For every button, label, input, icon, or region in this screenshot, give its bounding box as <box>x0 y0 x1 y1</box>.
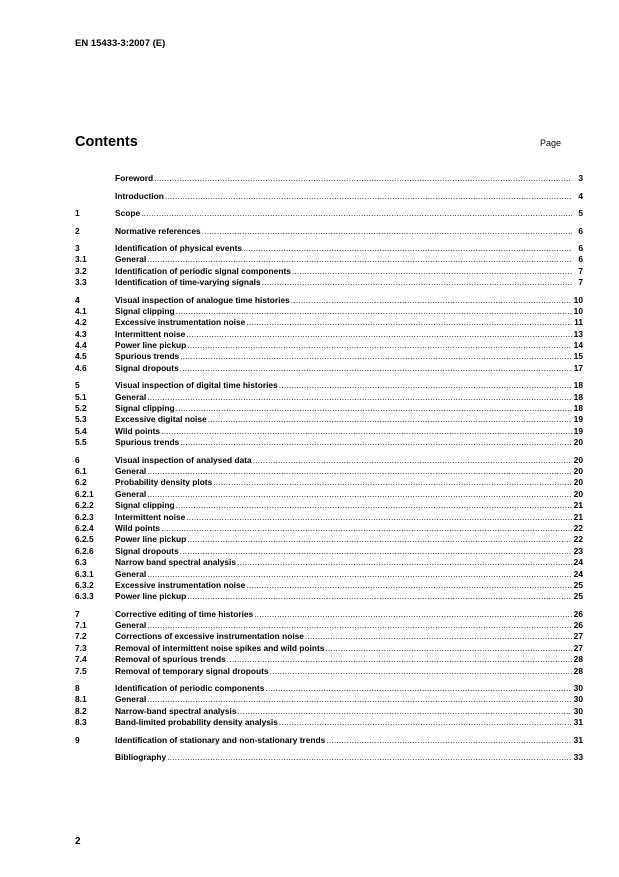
toc-leader-dots <box>180 437 572 447</box>
document-header: EN 15433-3:2007 (E) <box>75 38 166 49</box>
toc-entry[interactable] <box>75 293 583 304</box>
toc-entry-number: 4.6 <box>75 362 87 373</box>
toc-entry-title: Corrections of excessive instrumentation noise <box>115 631 304 642</box>
toc-entry-title: Spurious trends <box>115 437 180 448</box>
toc-entry-page: 5 <box>578 208 583 219</box>
toc-entry[interactable] <box>75 499 583 510</box>
toc-leader-dots <box>246 580 572 590</box>
toc-leader-dots <box>262 277 572 287</box>
toc-entry[interactable] <box>75 693 583 704</box>
toc-entry-title: Signal clipping <box>115 403 175 414</box>
toc-entry-title: Bibliography <box>115 751 167 762</box>
toc-entry-number: 8 <box>75 683 80 694</box>
toc-entry[interactable] <box>75 413 583 424</box>
toc-entry-number: 4.1 <box>75 305 87 316</box>
toc-leader-dots <box>237 706 572 716</box>
toc-entry-number: 7.4 <box>75 654 87 665</box>
toc-leader-dots <box>292 266 572 276</box>
page-column-label: Page <box>540 138 562 148</box>
toc-entry-page: 20 <box>573 437 583 448</box>
toc-entry-number: 6.2.6 <box>75 545 94 556</box>
toc-entry-page: 18 <box>573 403 583 414</box>
toc-leader-dots <box>237 557 572 567</box>
toc-leader-dots <box>208 414 572 424</box>
toc-entry-page: 19 <box>573 425 583 436</box>
toc-entry-page: 21 <box>573 511 583 522</box>
toc-entry-number: 6.2.5 <box>75 534 94 545</box>
toc-entry-title: Identification of time-varying signals <box>115 277 261 288</box>
toc-entry[interactable] <box>75 424 583 435</box>
toc-entry-number: 6.1 <box>75 465 87 476</box>
toc-entry-page: 7 <box>578 277 583 288</box>
toc-entry[interactable] <box>75 533 583 544</box>
toc-entry-title: Visual inspection of digital time histories <box>115 380 278 391</box>
toc-entry-page: 28 <box>573 654 583 665</box>
toc-entry-number: 6 <box>75 454 80 465</box>
toc-entry-page: 27 <box>573 642 583 653</box>
toc-entry-title: Excessive instrumentation noise <box>115 579 246 590</box>
toc-entry-title: Narrow-band spectral analysis <box>115 705 237 716</box>
page-title: Contents <box>75 134 138 150</box>
toc-entry-title: Intermittent noise <box>115 511 186 522</box>
toc-entry-number: 5 <box>75 380 80 391</box>
toc-entry[interactable] <box>75 487 583 498</box>
toc-entry-title: Excessive digital noise <box>115 414 207 425</box>
toc-entry-title: General <box>115 391 147 402</box>
toc-entry[interactable] <box>75 567 583 578</box>
toc-entry-page: 4 <box>578 190 583 201</box>
toc-entry[interactable] <box>75 619 583 630</box>
toc-entry-title: General <box>115 568 147 579</box>
toc-entry-number: 5.4 <box>75 425 87 436</box>
toc-leader-dots <box>243 243 572 253</box>
toc-leader-dots <box>253 455 572 465</box>
toc-entry-title: General <box>115 620 147 631</box>
toc-entry[interactable] <box>75 476 583 487</box>
toc-entry-page: 21 <box>573 500 583 511</box>
toc-leader-dots <box>325 643 572 653</box>
toc-entry-title: General <box>115 488 147 499</box>
toc-leader-dots <box>147 620 572 630</box>
toc-entry[interactable] <box>75 510 583 521</box>
toc-entry-number: 1 <box>75 208 80 219</box>
toc-entry-number: 6.3.1 <box>75 568 94 579</box>
toc-leader-dots <box>180 351 572 361</box>
toc-entry-number: 3.3 <box>75 277 87 288</box>
toc-entry-title: Removal of spurious trends <box>115 654 226 665</box>
toc-entry-page: 27 <box>573 631 583 642</box>
toc-entry[interactable] <box>75 607 583 618</box>
toc-entry-number: 4.5 <box>75 351 87 362</box>
toc-entry[interactable] <box>75 682 583 693</box>
toc-entry-title: Signal clipping <box>115 500 175 511</box>
toc-entry[interactable] <box>75 224 583 235</box>
toc-leader-dots <box>279 380 572 390</box>
toc-entry-title: Power line pickup <box>115 340 187 351</box>
toc-leader-dots <box>147 569 572 579</box>
toc-entry-number: 7.5 <box>75 665 87 676</box>
toc-entry-page: 24 <box>573 557 583 568</box>
toc-entry[interactable] <box>75 751 583 762</box>
toc-entry-page: 20 <box>573 454 583 465</box>
toc-entry-page: 30 <box>573 694 583 705</box>
toc-entry[interactable] <box>75 253 583 264</box>
toc-leader-dots <box>180 546 572 556</box>
toc-entry-page: 6 <box>578 254 583 265</box>
toc-entry[interactable] <box>75 704 583 715</box>
toc-entry-title: Corrective editing of time histories <box>115 608 254 619</box>
toc-leader-dots <box>186 512 572 522</box>
toc-leader-dots <box>147 466 572 476</box>
toc-entry-page: 22 <box>573 522 583 533</box>
toc-entry-page: 20 <box>573 465 583 476</box>
toc-leader-dots <box>279 717 572 727</box>
toc-leader-dots <box>141 208 572 218</box>
toc-entry-number: 6.2 <box>75 477 87 488</box>
table-of-contents <box>75 172 583 762</box>
toc-entry-title: General <box>115 254 147 265</box>
toc-entry-title: Identification of stationary and non-stationary trends <box>115 734 326 745</box>
toc-leader-dots <box>176 403 572 413</box>
toc-entry-title: Visual inspection of analysed data <box>115 454 252 465</box>
toc-entry[interactable] <box>75 522 583 533</box>
toc-entry-title: Power line pickup <box>115 591 187 602</box>
toc-leader-dots <box>305 631 572 641</box>
toc-leader-dots <box>291 295 572 305</box>
toc-entry-number: 3 <box>75 242 80 253</box>
toc-leader-dots <box>187 340 572 350</box>
toc-entry-page: 14 <box>573 340 583 351</box>
toc-entry-title: Identification of physical events <box>115 242 243 253</box>
toc-entry[interactable] <box>75 590 583 601</box>
toc-entry-page: 7 <box>578 265 583 276</box>
toc-entry-page: 15 <box>573 351 583 362</box>
toc-leader-dots <box>161 426 572 436</box>
toc-entry-page: 13 <box>573 328 583 339</box>
toc-entry[interactable] <box>75 172 583 183</box>
toc-entry-page: 22 <box>573 534 583 545</box>
toc-leader-dots <box>186 329 572 339</box>
toc-entry-title: Narrow band spectral analysis <box>115 557 237 568</box>
toc-entry-title: Probability density plots <box>115 477 213 488</box>
toc-entry[interactable] <box>75 379 583 390</box>
toc-entry-page: 25 <box>573 591 583 602</box>
toc-entry-page: 17 <box>573 362 583 373</box>
toc-entry-title: Normative references <box>115 225 201 236</box>
toc-entry-page: 28 <box>573 665 583 676</box>
toc-entry[interactable] <box>75 436 583 447</box>
toc-entry-number: 3.1 <box>75 254 87 265</box>
toc-entry[interactable] <box>75 733 583 744</box>
toc-entry-page: 6 <box>578 225 583 236</box>
toc-entry-number: 7 <box>75 608 80 619</box>
toc-leader-dots <box>147 392 572 402</box>
toc-entry-number: 6.2.3 <box>75 511 94 522</box>
toc-entry[interactable] <box>75 390 583 401</box>
toc-entry[interactable] <box>75 189 583 200</box>
toc-entry-number: 6.2.1 <box>75 488 94 499</box>
toc-entry[interactable] <box>75 579 583 590</box>
toc-entry-title: Signal clipping <box>115 305 175 316</box>
toc-leader-dots <box>147 489 572 499</box>
toc-entry-number: 4.4 <box>75 340 87 351</box>
toc-entry-number: 8.2 <box>75 705 87 716</box>
toc-entry-number: 5.2 <box>75 403 87 414</box>
toc-entry-page: 30 <box>573 683 583 694</box>
toc-entry[interactable] <box>75 556 583 567</box>
toc-entry[interactable] <box>75 350 583 361</box>
toc-entry-page: 20 <box>573 488 583 499</box>
toc-entry-number: 5.3 <box>75 414 87 425</box>
toc-leader-dots <box>202 226 572 236</box>
toc-entry-title: Spurious trends <box>115 351 180 362</box>
toc-entry[interactable] <box>75 276 583 287</box>
toc-entry[interactable] <box>75 664 583 675</box>
toc-entry-number: 7.3 <box>75 642 87 653</box>
toc-leader-dots <box>147 254 572 264</box>
toc-entry-page: 31 <box>573 717 583 728</box>
toc-entry-number: 6.3.2 <box>75 579 94 590</box>
toc-leader-dots <box>187 591 572 601</box>
toc-entry-number: 3.2 <box>75 265 87 276</box>
toc-entry-title: Removal of intermittent noise spikes and wild points <box>115 642 325 653</box>
toc-entry-number: 9 <box>75 734 80 745</box>
toc-entry-page: 25 <box>573 579 583 590</box>
page-number: 2 <box>75 836 81 847</box>
toc-entry-title: Band-limited probability density analysis <box>115 717 278 728</box>
toc-leader-dots <box>176 500 572 510</box>
toc-leader-dots <box>154 173 572 183</box>
toc-entry-title: Wild points <box>115 522 161 533</box>
toc-leader-dots <box>213 477 572 487</box>
toc-entry[interactable] <box>75 716 583 727</box>
toc-entry-page: 26 <box>573 608 583 619</box>
toc-entry[interactable] <box>75 465 583 476</box>
toc-entry-title: Visual inspection of analogue time histories <box>115 294 290 305</box>
toc-entry[interactable] <box>75 402 583 413</box>
toc-leader-dots <box>326 735 572 745</box>
toc-entry-page: 26 <box>573 620 583 631</box>
toc-leader-dots <box>176 306 572 316</box>
toc-entry[interactable] <box>75 544 583 555</box>
toc-entry-page: 3 <box>578 173 583 184</box>
toc-entry[interactable] <box>75 641 583 652</box>
toc-entry-page: 10 <box>573 294 583 305</box>
toc-entry-number: 6.2.4 <box>75 522 94 533</box>
toc-leader-dots <box>254 609 572 619</box>
toc-entry-page: 10 <box>573 305 583 316</box>
toc-entry[interactable] <box>75 630 583 641</box>
toc-entry-number: 8.1 <box>75 694 87 705</box>
toc-entry-page: 31 <box>573 734 583 745</box>
toc-entry-number: 5.1 <box>75 391 87 402</box>
toc-entry-title: Excessive instrumentation noise <box>115 317 246 328</box>
toc-entry-number: 6.2.2 <box>75 500 94 511</box>
toc-leader-dots <box>161 523 572 533</box>
toc-entry-page: 18 <box>573 391 583 402</box>
toc-entry[interactable] <box>75 264 583 275</box>
toc-entry-title: Identification of periodic components <box>115 683 265 694</box>
toc-entry-number: 2 <box>75 225 80 236</box>
toc-leader-dots <box>180 363 572 373</box>
toc-entry-page: 11 <box>574 317 583 328</box>
toc-entry-page: 33 <box>573 751 583 762</box>
toc-entry-page: 30 <box>573 705 583 716</box>
toc-entry-number: 7.2 <box>75 631 87 642</box>
toc-entry-page: 19 <box>573 414 583 425</box>
toc-leader-dots <box>265 683 572 693</box>
toc-entry[interactable] <box>75 305 583 316</box>
toc-entry-title: Signal dropouts <box>115 362 179 373</box>
toc-leader-dots <box>165 191 572 201</box>
toc-entry-title: General <box>115 465 147 476</box>
toc-entry-number: 8.3 <box>75 717 87 728</box>
toc-entry-number: 6.3 <box>75 557 87 568</box>
toc-entry-number: 4.3 <box>75 328 87 339</box>
toc-entry-title: Identification of periodic signal components <box>115 265 291 276</box>
toc-entry[interactable] <box>75 339 583 350</box>
toc-entry-title: Removal of temporary signal dropouts <box>115 665 269 676</box>
toc-entry-number: 7.1 <box>75 620 87 631</box>
toc-entry[interactable] <box>75 242 583 253</box>
toc-entry[interactable] <box>75 316 583 327</box>
toc-entry-title: Scope <box>115 208 141 219</box>
toc-entry-title: Intermittent noise <box>115 328 186 339</box>
toc-entry-page: 20 <box>573 477 583 488</box>
toc-leader-dots <box>227 654 572 664</box>
toc-entry-title: Power line pickup <box>115 534 187 545</box>
toc-entry-title: General <box>115 694 147 705</box>
toc-leader-dots <box>270 666 572 676</box>
toc-entry-number: 4.2 <box>75 317 87 328</box>
toc-entry[interactable] <box>75 361 583 372</box>
toc-leader-dots <box>147 694 572 704</box>
toc-entry-title: Introduction <box>115 190 164 201</box>
toc-leader-dots <box>187 534 572 544</box>
toc-entry-title: Signal dropouts <box>115 545 179 556</box>
toc-entry[interactable] <box>75 327 583 338</box>
toc-entry[interactable] <box>75 207 583 218</box>
toc-entry-title: Wild points <box>115 425 161 436</box>
toc-leader-dots <box>246 317 572 327</box>
toc-entry-page: 23 <box>573 545 583 556</box>
toc-entry-number: 4 <box>75 294 80 305</box>
toc-entry[interactable] <box>75 653 583 664</box>
toc-entry[interactable] <box>75 453 583 464</box>
toc-entry-page: 6 <box>578 242 583 253</box>
toc-leader-dots <box>167 752 572 762</box>
toc-entry-number: 5.5 <box>75 437 87 448</box>
toc-entry-title: Foreword <box>115 173 154 184</box>
toc-entry-number: 6.3.3 <box>75 591 94 602</box>
toc-entry-page: 24 <box>573 568 583 579</box>
toc-entry-page: 18 <box>573 380 583 391</box>
